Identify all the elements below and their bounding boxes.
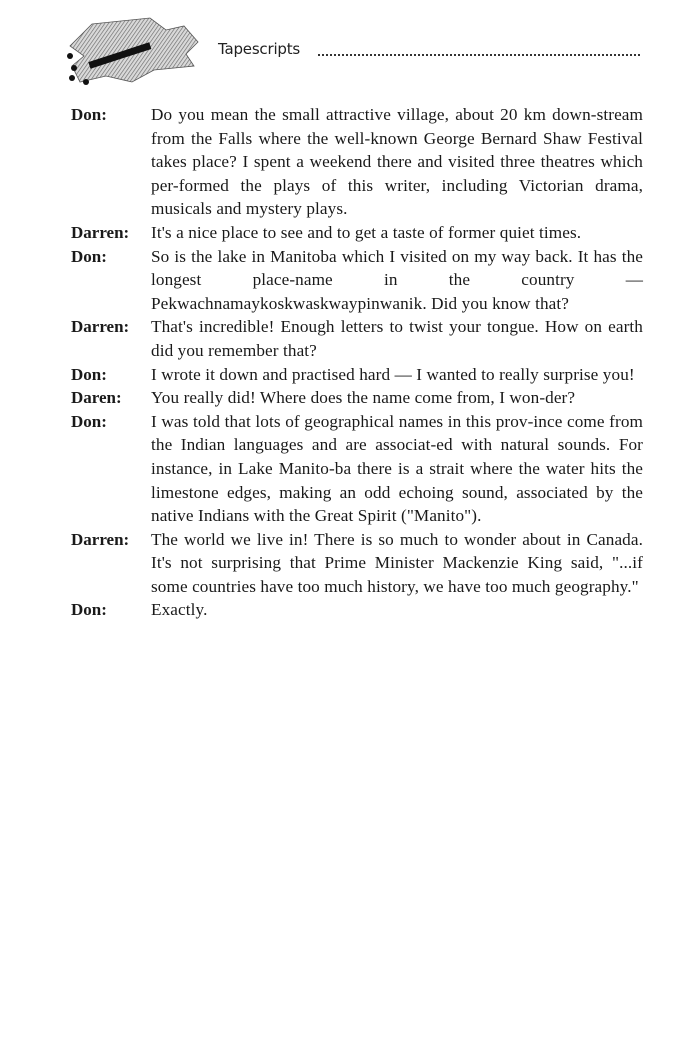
dialogue-turn	[71, 103, 643, 221]
page-header	[0, 0, 700, 90]
speaker-name: Don:	[71, 364, 107, 384]
spoken-line: I was told that lots of geographical names in this prov-ince come from the Indian languages and are associat-ed with natural sounds. For instance, in Lake Manito-ba there is a strait where the water hits the limestone edges, making an odd echoing sound, associated by the native Indians with the Great Spirit ("Manito").	[151, 411, 643, 526]
speaker-name: Darren:	[71, 317, 130, 337]
spoken-line: You really did! Where does the name come from, I won-der?	[151, 388, 576, 408]
speaker-name: Darren:	[71, 222, 130, 242]
section-title: Tapescripts	[218, 40, 301, 58]
dialogue-turn	[71, 315, 643, 362]
dialogue-turn	[71, 386, 643, 410]
speaker-name: Daren:	[71, 388, 122, 408]
spoken-line: Exactly.	[151, 600, 208, 620]
spoken-line: The world we live in! There is so much to wonder about in Canada. It's not surprising that Prime Minister Mackenzie King said, "...if some countries have too much history, we have too much geography."	[151, 529, 643, 596]
spoken-line: That's incredible! Enough letters to twist your tongue. How on earth did you remember that?	[151, 317, 643, 360]
spoken-line: I wrote it down and practised hard — I wanted to really surprise you!	[151, 364, 635, 384]
tapescript-logo-icon	[62, 16, 202, 86]
speaker-name: Don:	[71, 411, 107, 431]
dialogue-turn	[71, 528, 643, 599]
dialogue-turn	[71, 410, 643, 528]
dialogue-transcript	[71, 103, 643, 622]
dialogue-turn	[71, 363, 643, 387]
dialogue-turn	[71, 245, 643, 316]
dialogue-turn	[71, 598, 643, 622]
spoken-line: So is the lake in Manitoba which I visited on my way back. It has the longest place-name in the country — Pekwachnamaykoskwaskwaypinwanik. Did you know that?	[151, 246, 643, 313]
spoken-line: It's a nice place to see and to get a taste of former quiet times.	[151, 222, 582, 242]
dialogue-turn	[71, 221, 643, 245]
dotted-rule	[318, 54, 640, 56]
speaker-name: Darren:	[71, 529, 130, 549]
speaker-name: Don:	[71, 105, 107, 124]
speaker-name: Don:	[71, 600, 107, 620]
speaker-name: Don:	[71, 246, 107, 266]
spoken-line: Do you mean the small attractive village, about 20 km down-stream from the Falls where the well-known George Bernard Shaw Festival takes place? I spent a weekend there and visited three theatres which per-formed the plays of this writer, including Victorian drama, musicals and mystery plays.	[151, 105, 643, 219]
